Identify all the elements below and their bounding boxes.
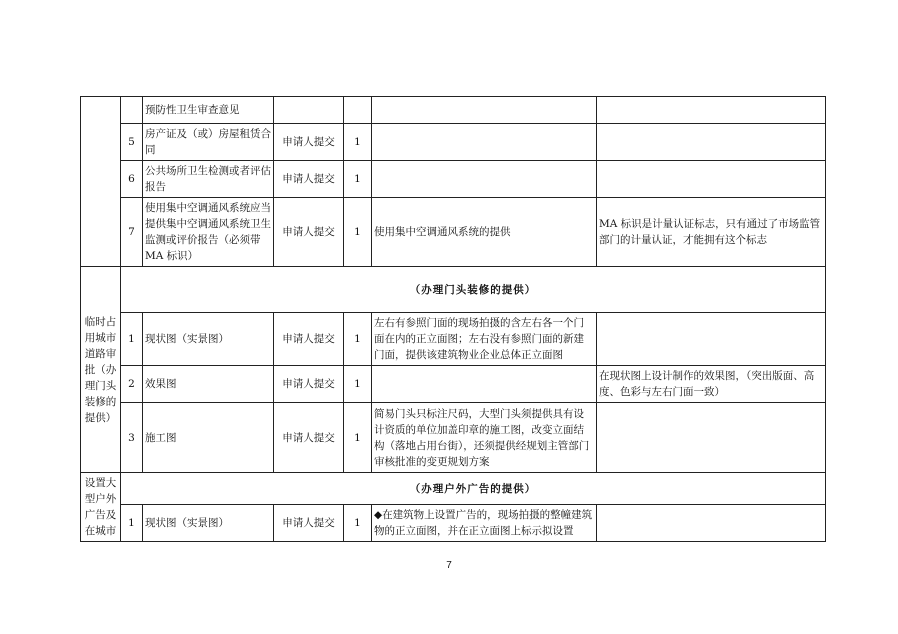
note-cell <box>597 505 826 542</box>
section-heading: （办理户外广告的提供） <box>121 473 826 505</box>
row-number <box>121 97 143 124</box>
source-cell: 申请人提交 <box>274 366 344 403</box>
table-row <box>81 267 826 313</box>
usage-cell: 使用集中空调通风系统的提供 <box>372 198 597 267</box>
material-name: 效果图 <box>143 366 274 403</box>
category-cell <box>81 97 121 267</box>
count-cell: 1 <box>344 313 372 366</box>
count-cell: 1 <box>344 124 372 161</box>
material-name: 施工图 <box>143 403 274 473</box>
source-cell: 申请人提交 <box>274 198 344 267</box>
count-cell <box>344 97 372 124</box>
material-name: 公共场所卫生检测或者评估报告 <box>143 161 274 198</box>
page-number: 7 <box>446 560 452 571</box>
note-cell <box>597 97 826 124</box>
category-cell: 临时占用城市道路审批（办理门头装修的提供） <box>81 267 121 473</box>
table-row <box>81 198 826 267</box>
source-cell: 申请人提交 <box>274 124 344 161</box>
row-number: 2 <box>121 366 143 403</box>
usage-cell: 左右有参照门面的现场拍摄的含左右各一个门面在内的正立面图；左右没有参照门面的新建门面，提供该建筑物业企业总体正立面图 <box>372 313 597 366</box>
table-row <box>81 161 826 198</box>
count-cell: 1 <box>344 366 372 403</box>
usage-cell: 简易门头只标注尺码，大型门头须提供具有设计资质的单位加盖印章的施工图，改变立面结构（落地占用台街），还须提供经规划主管部门审核批准的变更规划方案 <box>372 403 597 473</box>
table-row <box>81 366 826 403</box>
source-cell: 申请人提交 <box>274 505 344 542</box>
material-name: 预防性卫生审查意见 <box>143 97 274 124</box>
row-number: 7 <box>121 198 143 267</box>
table-row <box>81 124 826 161</box>
material-name: 现状图（实景图） <box>143 313 274 366</box>
count-cell: 1 <box>344 505 372 542</box>
row-number: 1 <box>121 313 143 366</box>
material-name: 房产证及（或）房屋租赁合同 <box>143 124 274 161</box>
table-row <box>81 97 826 124</box>
materials-table <box>80 96 826 542</box>
usage-cell <box>372 161 597 198</box>
usage-cell <box>372 366 597 403</box>
category-cell: 设置大型户外广告及在城市 <box>81 473 121 542</box>
table-row <box>81 505 826 542</box>
material-name: 现状图（实景图） <box>143 505 274 542</box>
note-cell: MA 标识是计量认证标志，只有通过了市场监管部门的计量认证，才能拥有这个标志 <box>597 198 826 267</box>
note-cell <box>597 403 826 473</box>
count-cell: 1 <box>344 161 372 198</box>
table-row <box>81 473 826 505</box>
source-cell: 申请人提交 <box>274 313 344 366</box>
table-row <box>81 313 826 366</box>
source-cell: 申请人提交 <box>274 161 344 198</box>
source-cell <box>274 97 344 124</box>
usage-cell <box>372 97 597 124</box>
note-cell <box>597 161 826 198</box>
note-cell <box>597 124 826 161</box>
count-cell: 1 <box>344 403 372 473</box>
row-number: 5 <box>121 124 143 161</box>
count-cell: 1 <box>344 198 372 267</box>
table-row <box>81 403 826 473</box>
material-name: 使用集中空调通风系统应当提供集中空调通风系统卫生监测或评价报告（必须带 MA 标识） <box>143 198 274 267</box>
section-heading: （办理门头装修的提供） <box>121 267 826 313</box>
row-number: 3 <box>121 403 143 473</box>
usage-cell <box>372 124 597 161</box>
usage-cell: ◆在建筑物上设置广告的，现场拍摄的整幢建筑物的正立面图，并在正立面图上标示拟设置 <box>372 505 597 542</box>
source-cell: 申请人提交 <box>274 403 344 473</box>
row-number: 6 <box>121 161 143 198</box>
note-cell: 在现状图上设计制作的效果图，（突出版面、高度、色彩与左右门面一致） <box>597 366 826 403</box>
row-number: 1 <box>121 505 143 542</box>
note-cell <box>597 313 826 366</box>
